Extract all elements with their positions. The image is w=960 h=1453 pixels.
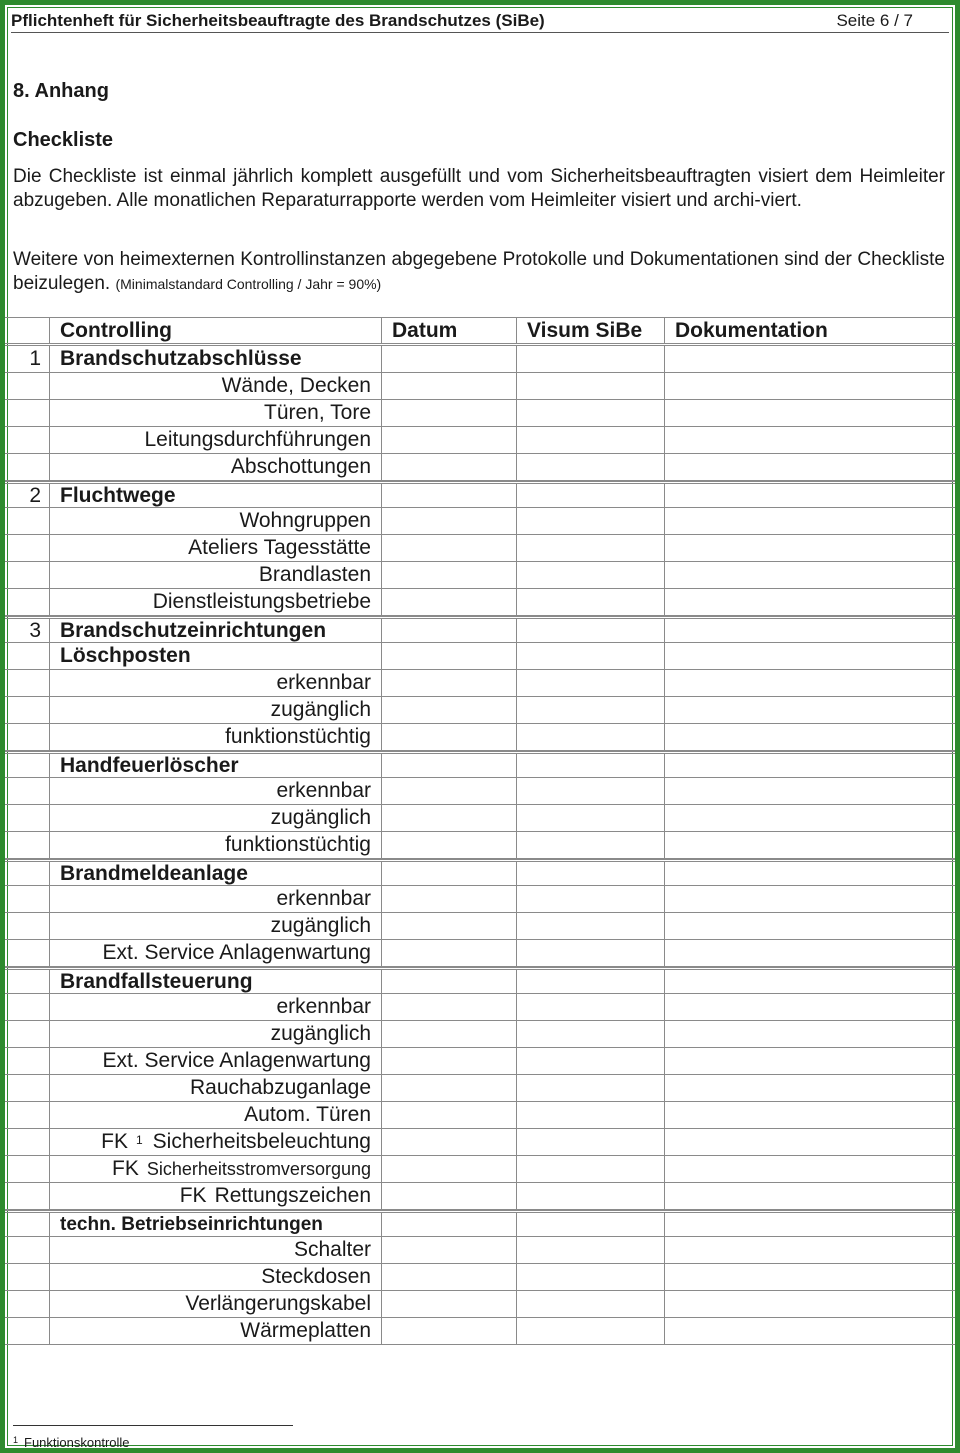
datum-cell[interactable] — [382, 454, 517, 480]
minimal-standard-note: (Minimalstandard Controlling / Jahr = 90%) — [115, 276, 382, 292]
row-number-cell — [5, 1156, 50, 1182]
row-label-cell: Türen, Tore — [50, 400, 382, 426]
datum-cell[interactable] — [382, 562, 517, 588]
table-row — [5, 616, 955, 643]
dokumentation-cell[interactable] — [665, 400, 955, 426]
table-row — [5, 994, 955, 1021]
datum-cell[interactable] — [382, 1156, 517, 1182]
visum-cell[interactable] — [517, 373, 665, 399]
row-number-cell — [5, 778, 50, 804]
footnote-mark: 1 — [13, 1435, 19, 1445]
datum-cell[interactable] — [382, 832, 517, 858]
intro-paragraph: Die Checkliste ist einmal jährlich komplett ausgefüllt und vom Sicherheitsbeauftragten visiert dem Heimleiter abzugeben. Alle monatlichen Reparaturrapporte werden vom Heimleiter visiert und archi-viert. — [13, 166, 945, 211]
row-number-cell — [5, 643, 50, 669]
row-label-cell: Ext. Service Anlagenwartung — [50, 1048, 382, 1074]
visum-cell[interactable] — [517, 1129, 665, 1155]
row-number-cell — [5, 940, 50, 966]
table-row — [5, 697, 955, 724]
datum-cell[interactable] — [382, 970, 517, 993]
row-number-cell — [5, 454, 50, 480]
page-header — [11, 9, 949, 33]
row-label-cell: Autom. Türen — [50, 1102, 382, 1128]
row-label-cell: Steckdosen — [50, 1264, 382, 1290]
table-row — [5, 859, 955, 886]
datum-cell[interactable] — [382, 1021, 517, 1047]
row-number-cell: 2 — [5, 484, 50, 507]
dokumentation-cell[interactable] — [665, 508, 955, 534]
visum-cell[interactable] — [517, 940, 665, 966]
table-row — [5, 670, 955, 697]
row-number-cell — [5, 562, 50, 588]
row-number-cell — [5, 670, 50, 696]
dokumentation-cell[interactable] — [665, 1291, 955, 1317]
row-number-cell — [5, 400, 50, 426]
visum-cell[interactable] — [517, 454, 665, 480]
visum-cell[interactable] — [517, 1318, 665, 1344]
row-label-cell: Abschottungen — [50, 454, 382, 480]
visum-cell[interactable] — [517, 670, 665, 696]
visum-cell[interactable] — [517, 1075, 665, 1101]
dokumentation-cell[interactable] — [665, 754, 955, 777]
row-number-cell — [5, 1183, 50, 1209]
visum-cell[interactable] — [517, 1291, 665, 1317]
table-row — [5, 724, 955, 751]
footnote-divider — [13, 1425, 293, 1426]
visum-cell[interactable] — [517, 1237, 665, 1263]
row-label-cell: Brandschutzabschlüsse — [50, 346, 382, 372]
datum-cell[interactable] — [382, 373, 517, 399]
visum-cell[interactable] — [517, 913, 665, 939]
table-row — [5, 589, 955, 616]
datum-cell[interactable] — [382, 886, 517, 912]
row-label-cell: Leitungsdurchführungen — [50, 427, 382, 453]
datum-cell[interactable] — [382, 619, 517, 642]
dokumentation-cell[interactable] — [665, 1318, 955, 1344]
row-number-cell — [5, 1318, 50, 1344]
datum-cell[interactable] — [382, 940, 517, 966]
row-label-cell: funktionstüchtig — [50, 832, 382, 858]
datum-cell[interactable] — [382, 754, 517, 777]
visum-cell[interactable] — [517, 619, 665, 642]
row-label-cell — [50, 1156, 382, 1182]
row-label-cell: Schalter — [50, 1237, 382, 1263]
table-row — [5, 1102, 955, 1129]
datum-cell[interactable] — [382, 484, 517, 507]
row-number-cell: 3 — [5, 619, 50, 642]
row-label-text: Sicherheitsstromversorgung — [146, 1158, 371, 1179]
subsection-heading: Checkliste — [13, 129, 114, 151]
row-label-cell: Rauchabzuganlage — [50, 1075, 382, 1101]
row-number-cell — [5, 994, 50, 1020]
dokumentation-cell[interactable] — [665, 940, 955, 966]
datum-cell[interactable] — [382, 400, 517, 426]
table-row — [5, 1183, 955, 1210]
table-header-row — [5, 317, 955, 346]
footnote — [13, 1435, 130, 1450]
dokumentation-cell[interactable] — [665, 1237, 955, 1263]
datum-cell[interactable] — [382, 913, 517, 939]
row-label-cell: zugänglich — [50, 1021, 382, 1047]
table-row — [5, 1156, 955, 1183]
dokumentation-cell[interactable] — [665, 619, 955, 642]
datum-cell[interactable] — [382, 1129, 517, 1155]
dokumentation-cell[interactable] — [665, 1264, 955, 1290]
dokumentation-cell[interactable] — [665, 805, 955, 831]
dokumentation-cell[interactable] — [665, 589, 955, 615]
table-row — [5, 508, 955, 535]
row-label-text: Rettungszeichen — [214, 1184, 371, 1207]
dokumentation-cell[interactable] — [665, 535, 955, 561]
table-row — [5, 427, 955, 454]
dokumentation-cell[interactable] — [665, 643, 955, 669]
datum-cell[interactable] — [382, 778, 517, 804]
row-number-cell — [5, 1129, 50, 1155]
visum-cell[interactable] — [517, 643, 665, 669]
document-title: Pflichtenheft für Sicherheitsbeauftragte des Brandschutzes (SiBe) — [11, 10, 545, 30]
row-label-cell: erkennbar — [50, 886, 382, 912]
visum-cell[interactable] — [517, 535, 665, 561]
datum-cell[interactable] — [382, 805, 517, 831]
table-row — [5, 940, 955, 967]
header-controlling: Controlling — [50, 318, 382, 343]
row-number-cell — [5, 913, 50, 939]
row-number-cell — [5, 373, 50, 399]
row-label-cell: Löschposten — [50, 643, 382, 669]
table-row — [5, 562, 955, 589]
visum-cell[interactable] — [517, 1264, 665, 1290]
dokumentation-cell[interactable] — [665, 346, 955, 372]
row-label-cell — [50, 1183, 382, 1209]
visum-cell[interactable] — [517, 1048, 665, 1074]
header-datum: Datum — [382, 318, 517, 343]
row-number-cell — [5, 724, 50, 750]
row-number-cell — [5, 1102, 50, 1128]
row-number-cell — [5, 886, 50, 912]
dokumentation-cell[interactable] — [665, 670, 955, 696]
visum-cell[interactable] — [517, 994, 665, 1020]
row-label-cell: Wohngruppen — [50, 508, 382, 534]
dokumentation-cell[interactable] — [665, 484, 955, 507]
row-label-cell: Ext. Service Anlagenwartung — [50, 940, 382, 966]
row-label-cell: Fluchtwege — [50, 484, 382, 507]
row-number-cell — [5, 1291, 50, 1317]
row-label-cell: zugänglich — [50, 805, 382, 831]
dokumentation-cell[interactable] — [665, 913, 955, 939]
datum-cell[interactable] — [382, 1213, 517, 1236]
visum-cell[interactable] — [517, 805, 665, 831]
table-row — [5, 1048, 955, 1075]
row-number-cell — [5, 970, 50, 993]
row-label-cell: Handfeuerlöscher — [50, 754, 382, 777]
table-row — [5, 1129, 955, 1156]
table-row — [5, 373, 955, 400]
visum-cell[interactable] — [517, 832, 665, 858]
datum-cell[interactable] — [382, 427, 517, 453]
visum-cell[interactable] — [517, 1213, 665, 1236]
fk-abbreviation: FK — [101, 1130, 128, 1153]
dokumentation-cell[interactable] — [665, 373, 955, 399]
table-row — [5, 1318, 955, 1345]
row-number-cell — [5, 1213, 50, 1236]
row-label-cell: Brandfallsteuerung — [50, 970, 382, 993]
dokumentation-cell[interactable] — [665, 427, 955, 453]
row-number-cell: 1 — [5, 346, 50, 372]
visum-cell[interactable] — [517, 754, 665, 777]
table-row — [5, 778, 955, 805]
dokumentation-cell[interactable] — [665, 886, 955, 912]
row-number-cell — [5, 1048, 50, 1074]
datum-cell[interactable] — [382, 1318, 517, 1344]
visum-cell[interactable] — [517, 562, 665, 588]
visum-cell[interactable] — [517, 697, 665, 723]
dokumentation-cell[interactable] — [665, 970, 955, 993]
dokumentation-cell[interactable] — [665, 1021, 955, 1047]
row-label-cell: erkennbar — [50, 994, 382, 1020]
datum-cell[interactable] — [382, 1183, 517, 1209]
visum-cell[interactable] — [517, 724, 665, 750]
dokumentation-cell[interactable] — [665, 454, 955, 480]
header-number-cell — [5, 318, 50, 343]
table-row — [5, 1210, 955, 1237]
attachment-paragraph-text: Weitere von heimexternen Kontrollinstanzen abgegebene Protokolle und Dokumentationen sind der Checkliste beizulegen. — [13, 249, 945, 294]
footnote-reference: 1 — [135, 1133, 143, 1147]
visum-cell[interactable] — [517, 1102, 665, 1128]
row-number-cell — [5, 427, 50, 453]
dokumentation-cell[interactable] — [665, 1183, 955, 1209]
row-number-cell — [5, 1075, 50, 1101]
row-label-cell: Wände, Decken — [50, 373, 382, 399]
table-row — [5, 1291, 955, 1318]
dokumentation-cell[interactable] — [665, 1213, 955, 1236]
dokumentation-cell[interactable] — [665, 697, 955, 723]
header-dokumentation: Dokumentation — [675, 318, 828, 342]
table-row — [5, 805, 955, 832]
datum-cell[interactable] — [382, 862, 517, 885]
datum-cell[interactable] — [382, 589, 517, 615]
dokumentation-cell[interactable] — [665, 1156, 955, 1182]
table-body — [5, 346, 955, 1345]
datum-cell[interactable] — [382, 535, 517, 561]
table-row — [5, 346, 955, 373]
row-label-cell: Wärmeplatten — [50, 1318, 382, 1344]
visum-cell[interactable] — [517, 886, 665, 912]
checklist-table — [5, 317, 955, 1345]
visum-cell[interactable] — [517, 400, 665, 426]
datum-cell[interactable] — [382, 1291, 517, 1317]
row-label-cell: Brandschutzeinrichtungen — [50, 619, 382, 642]
row-number-cell — [5, 1021, 50, 1047]
row-number-cell — [5, 508, 50, 534]
table-row — [5, 1021, 955, 1048]
footnote-text: Funktionskontrolle — [24, 1435, 130, 1450]
row-number-cell — [5, 697, 50, 723]
row-number-cell — [5, 862, 50, 885]
row-label-cell: Dienstleistungsbetriebe — [50, 589, 382, 615]
datum-cell[interactable] — [382, 1237, 517, 1263]
fk-abbreviation: FK — [179, 1184, 207, 1207]
visum-cell[interactable] — [517, 970, 665, 993]
datum-cell[interactable] — [382, 697, 517, 723]
attachment-paragraph — [13, 248, 945, 296]
datum-cell[interactable] — [382, 346, 517, 372]
datum-cell[interactable] — [382, 1075, 517, 1101]
table-row — [5, 1237, 955, 1264]
table-row — [5, 751, 955, 778]
datum-cell[interactable] — [382, 508, 517, 534]
row-label-cell: erkennbar — [50, 670, 382, 696]
page-number: Seite 6 / 7 — [836, 10, 913, 30]
dokumentation-cell[interactable] — [665, 832, 955, 858]
dokumentation-cell[interactable] — [665, 994, 955, 1020]
dokumentation-cell[interactable] — [665, 1075, 955, 1101]
row-number-cell — [5, 832, 50, 858]
row-number-cell — [5, 805, 50, 831]
datum-cell[interactable] — [382, 643, 517, 669]
table-row — [5, 400, 955, 427]
visum-cell[interactable] — [517, 484, 665, 507]
table-row — [5, 454, 955, 481]
row-label-text: Sicherheitsbeleuchtung — [152, 1130, 371, 1153]
row-label-cell: Brandlasten — [50, 562, 382, 588]
table-row — [5, 1075, 955, 1102]
table-row — [5, 832, 955, 859]
dokumentation-cell[interactable] — [665, 1048, 955, 1074]
datum-cell[interactable] — [382, 670, 517, 696]
table-row — [5, 913, 955, 940]
visum-cell[interactable] — [517, 427, 665, 453]
row-label-cell: zugänglich — [50, 697, 382, 723]
dokumentation-cell[interactable] — [665, 1102, 955, 1128]
row-number-cell — [5, 589, 50, 615]
table-row — [5, 967, 955, 994]
dokumentation-cell[interactable] — [665, 562, 955, 588]
row-number-cell — [5, 535, 50, 561]
row-label-cell: zugänglich — [50, 913, 382, 939]
row-label-cell: Ateliers Tagesstätte — [50, 535, 382, 561]
section-heading: 8. Anhang — [13, 80, 109, 102]
row-label-cell: funktionstüchtig — [50, 724, 382, 750]
visum-cell[interactable] — [517, 1183, 665, 1209]
table-row — [5, 886, 955, 913]
header-visum: Visum SiBe — [517, 318, 665, 343]
table-row — [5, 481, 955, 508]
row-label-cell: erkennbar — [50, 778, 382, 804]
row-number-cell — [5, 754, 50, 777]
row-number-cell — [5, 1264, 50, 1290]
datum-cell[interactable] — [382, 724, 517, 750]
visum-cell[interactable] — [517, 1156, 665, 1182]
visum-cell[interactable] — [517, 778, 665, 804]
table-row — [5, 535, 955, 562]
visum-cell[interactable] — [517, 346, 665, 372]
datum-cell[interactable] — [382, 1048, 517, 1074]
dokumentation-cell[interactable] — [665, 778, 955, 804]
dokumentation-cell[interactable] — [665, 724, 955, 750]
row-number-cell — [5, 1237, 50, 1263]
datum-cell[interactable] — [382, 1102, 517, 1128]
row-label-cell: Verlängerungskabel — [50, 1291, 382, 1317]
datum-cell[interactable] — [382, 1264, 517, 1290]
table-row — [5, 643, 955, 670]
fk-abbreviation: FK — [112, 1157, 139, 1180]
row-label-cell: techn. Betriebseinrichtungen — [50, 1213, 382, 1236]
visum-cell[interactable] — [517, 508, 665, 534]
table-row — [5, 1264, 955, 1291]
datum-cell[interactable] — [382, 994, 517, 1020]
visum-cell[interactable] — [517, 589, 665, 615]
row-label-cell — [50, 1129, 382, 1155]
dokumentation-cell[interactable] — [665, 1129, 955, 1155]
visum-cell[interactable] — [517, 1021, 665, 1047]
dokumentation-cell[interactable] — [665, 862, 955, 885]
visum-cell[interactable] — [517, 862, 665, 885]
row-label-cell: Brandmeldeanlage — [50, 862, 382, 885]
